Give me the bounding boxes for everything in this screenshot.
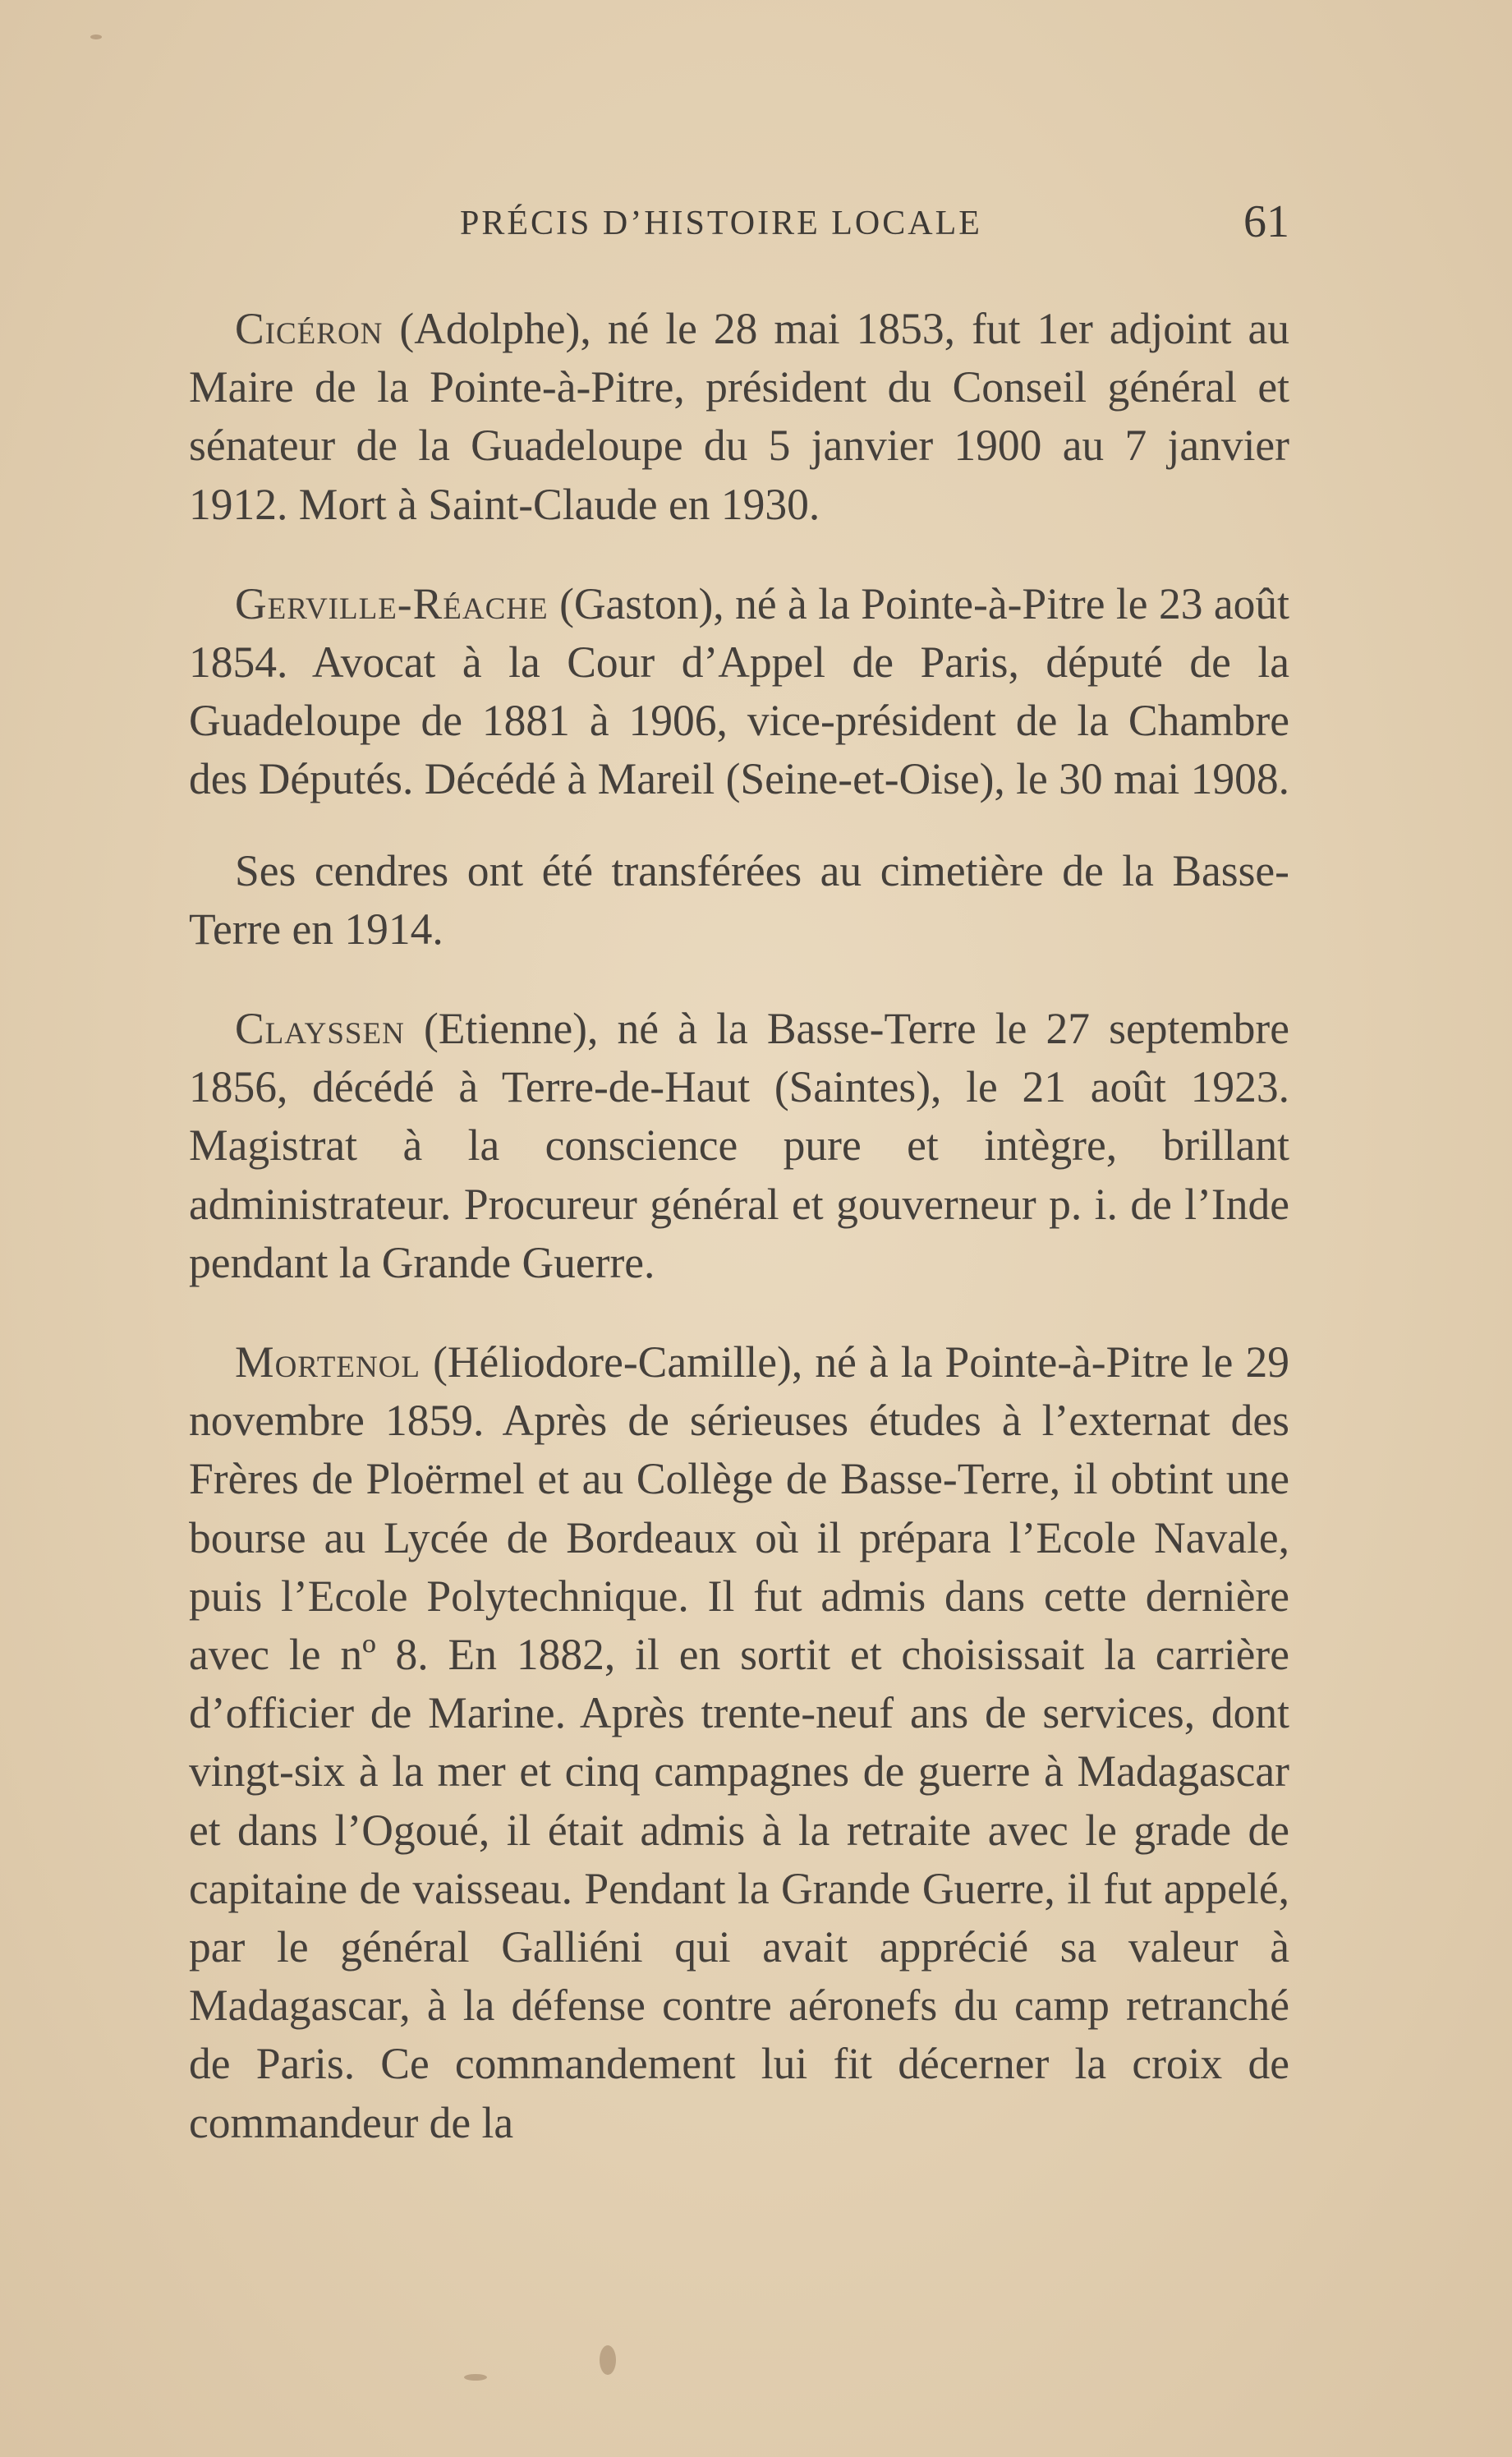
entry-mortenol bbox=[189, 1333, 1289, 2152]
entry-text: (Héliodore-Camille), né à la Pointe-à-Pitre le 29 novembre 1859. Après de sérieuses études à l’externat des Frères de Ploërmel et au Collège de Basse-Terre, il obtint une bourse au Lycée de Bordeaux où il prépara l’Ecole Navale, puis l’Ecole Polytechnique. Il fut admis dans cette dernière avec le nº 8. En 1882, il en sortit et choisissait la carrière d’officier de Marine. Après trente-neuf ans de services, dont vingt-six à la mer et cinq campagnes de guerre à Madagascar et dans l’Ogoué, il était admis à la retraite avec le grade de capitaine de vaisseau. Pendant la Grande Guerre, il fut appelé, par le général Galliéni qui avait apprécié sa valeur à Madagascar, à la défense contre aéronefs du camp retranché de Paris. Ce commandement lui fit décerner la croix de commandeur de la bbox=[189, 1337, 1289, 2147]
entry-name: Cicéron bbox=[235, 304, 384, 353]
ink-spot bbox=[464, 2374, 487, 2381]
entry-gerville-reache-note bbox=[189, 842, 1289, 959]
entry-text: (Gaston), né à la Pointe-à-Pitre le 23 août 1854. Avocat à la Cour d’Appel de Paris, député de la Guadeloupe de 1881 à 1906, vice-président de la Chambre des Députés. Décédé à Mareil (Seine-et-Oise), le 30 mai 1908. bbox=[189, 578, 1289, 804]
entry-clayssen bbox=[189, 1000, 1289, 1292]
entry-ciceron bbox=[189, 300, 1289, 534]
entry-text: Ses cendres ont été transférées au cimetière de la Basse-Terre en 1914. bbox=[189, 845, 1289, 954]
entry-gerville-reache bbox=[189, 575, 1289, 809]
entry-name: Clayssen bbox=[235, 1004, 405, 1054]
ink-spot bbox=[600, 2345, 616, 2375]
entry-name: Gerville-Réache bbox=[235, 578, 549, 628]
page-header bbox=[189, 196, 1289, 253]
ink-spot bbox=[90, 35, 102, 39]
page-number: 61 bbox=[1243, 196, 1289, 247]
entry-text: (Adolphe), né le 28 mai 1853, fut 1er adjoint au Maire de la Pointe-à-Pitre, président du Conseil général et sénateur de la Guadeloupe du 5 janvier 1900 au 7 janvier 1912. Mort à Saint-Claude en 1930. bbox=[189, 304, 1289, 529]
entry-text: (Etienne), né à la Basse-Terre le 27 septembre 1856, décédé à Terre-de-Haut (Saintes), le 21 août 1923. Magistrat à la conscience pure et intègre, brillant administrateur. Procureur général et gouverneur p. i. de l’Inde pendant la Grande Guerre. bbox=[189, 1004, 1289, 1287]
running-title: PRÉCIS D’HISTOIRE LOCALE bbox=[460, 205, 982, 242]
entry-name: Mortenol bbox=[235, 1337, 421, 1387]
body-text bbox=[189, 300, 1289, 2152]
